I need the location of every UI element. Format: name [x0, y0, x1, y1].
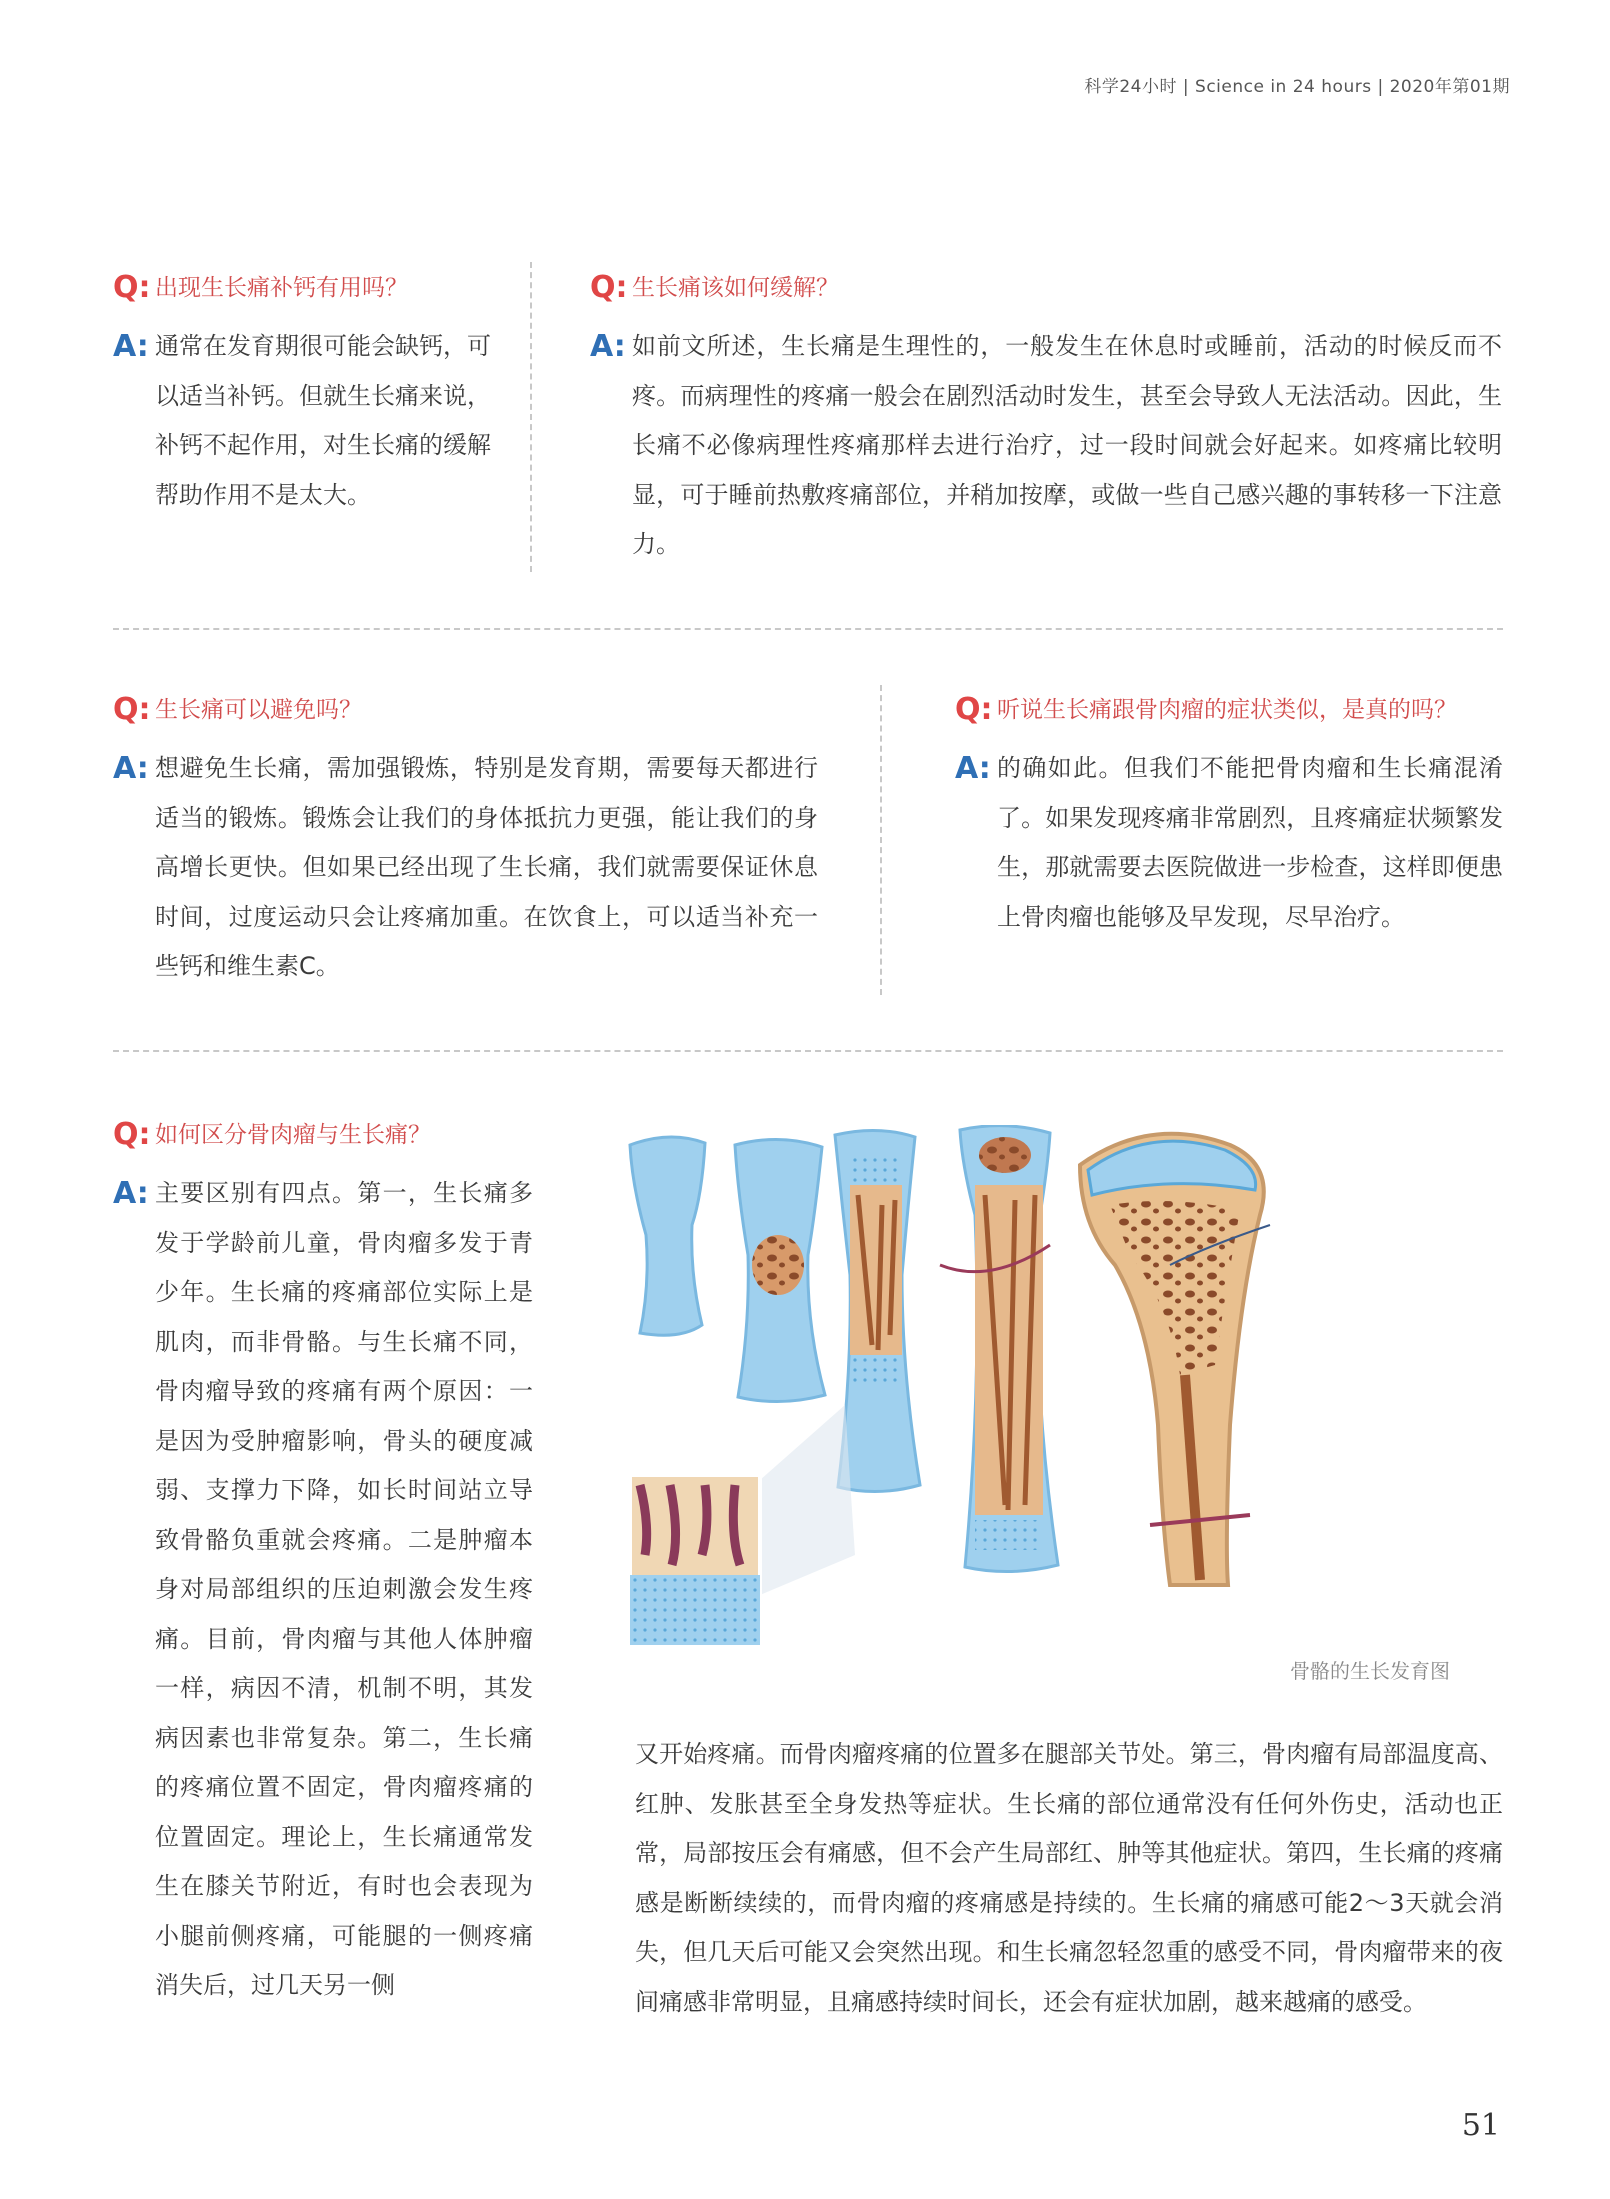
question-text: 听说生长痛跟骨肉瘤的症状类似，是真的吗？	[997, 697, 1457, 723]
qa-block-avoid	[113, 690, 818, 992]
qa-block-calcium	[113, 268, 491, 520]
section-divider	[113, 628, 1503, 630]
question-text: 出现生长痛补钙有用吗？	[155, 275, 408, 301]
question	[113, 690, 818, 730]
answer-text: 的确如此。但我们不能把骨肉瘤和生长痛混淆了。如果发现疼痛非常剧烈，且疼痛症状频繁发生，那就需要去医院做进一步检查，这样即便患上骨肉瘤也能够及早发现，尽早治疗。	[997, 754, 1503, 931]
answer	[590, 322, 1502, 570]
bone-growth-illustration	[610, 1125, 1510, 1645]
answer-text: 通常在发育期很可能会缺钙，可以适当补钙。但就生长痛来说，补钙不起作用，对生长痛的缓解帮助作用不是太大。	[155, 332, 491, 509]
question	[955, 690, 1503, 730]
qa-block-distinguish	[113, 1115, 533, 2011]
question	[590, 268, 1502, 308]
question	[113, 268, 491, 308]
question-text: 如何区分骨肉瘤与生长痛？	[155, 1122, 431, 1148]
section-divider	[113, 1050, 1503, 1052]
answer	[113, 322, 491, 520]
q-mark: Q:	[113, 270, 151, 305]
figure-caption: 骨骼的生长发育图	[1290, 1659, 1450, 1683]
column-divider	[530, 262, 532, 572]
answer-text: 如前文所述，生长痛是生理性的，一般发生在休息时或睡前，活动的时候反而不疼。而病理性的疼痛一般会在剧烈活动时发生，甚至会导致人无法活动。因此，生长痛不必像病理性疼痛那样去进行治疗，过一段时间就会好起来。如疼痛比较明显，可于睡前热敷疼痛部位，并稍加按摩，或做一些自己感兴趣的事转移一下注意力。	[632, 332, 1502, 558]
qa-block-relief	[590, 268, 1502, 570]
q-mark: Q:	[113, 692, 151, 727]
growth-plate-zoom-inset	[630, 1405, 855, 1645]
a-mark: A:	[113, 751, 149, 786]
answer	[113, 744, 818, 992]
q-mark: Q:	[113, 1117, 151, 1152]
question-text: 生长痛可以避免吗？	[155, 697, 362, 723]
answer-text: 想避免生长痛，需加强锻炼，特别是发育期，需要每天都进行适当的锻炼。锻炼会让我们的身体抵抗力更强，能让我们的身高增长更快。但如果已经出现了生长痛，我们就需要保证休息时间，过度运动只会让疼痛加重。在饮食上，可以适当补充一些钙和维生素C。	[155, 754, 818, 980]
q-mark: Q:	[590, 270, 628, 305]
stage-1-cartilage	[630, 1137, 705, 1335]
continuation-paragraph: 又开始疼痛。而骨肉瘤疼痛的位置多在腿部关节处。第三，骨肉瘤有局部温度高、红肿、发胀甚至全身发热等症状。生长痛的部位通常没有任何外伤史，活动也正常，局部按压会有痛感，但不会产生局部红、肿等其他症状。第四，生长痛的疼痛感是断断续续的，而骨肉瘤的疼痛感是持续的。生长痛的痛感可能2～3天就会消失，但几天后可能又会突然出现。和生长痛忽轻忽重的感受不同，骨肉瘤带来的夜间痛感非常明显，且痛感持续时间长，还会有症状加剧，越来越痛的感受。	[635, 1740, 1503, 2016]
column-divider	[880, 685, 882, 995]
stage-3-diaphysis	[835, 1130, 920, 1491]
answer	[955, 744, 1503, 942]
running-head: 科学24小时 | Science in 24 hours | 2020年第01期	[1084, 77, 1510, 97]
a-mark: A:	[113, 1176, 149, 1211]
q-mark: Q:	[955, 692, 993, 727]
answer	[113, 1169, 533, 2011]
answer-text: 主要区别有四点。第一，生长痛多发于学龄前儿童，骨肉瘤多发于青少年。生长痛的疼痛部位实际上是肌肉，而非骨骼。与生长痛不同，骨肉瘤导致的疼痛有两个原因：一是因为受肿瘤影响，骨头的硬度减弱、支撑力下降，如长时间站立导致骨骼负重就会疼痛。二是肿瘤本身对局部组织的压迫刺激会发生疼痛。目前，骨肉瘤与其他人体肿瘤一样，病因不清，机制不明，其发病因素也非常复杂。第二，生长痛的疼痛位置不固定，骨肉瘤疼痛的位置固定。理论上，生长痛通常发生在膝关节附近，有时也会表现为小腿前侧疼痛，可能腿的一侧疼痛消失后，过几天另一侧	[155, 1179, 533, 1999]
a-mark: A:	[955, 751, 991, 786]
stage-2-ossification-center	[735, 1139, 825, 1401]
stage-5-mature-bone	[1080, 1134, 1270, 1585]
question	[113, 1115, 533, 1155]
question-text: 生长痛该如何缓解？	[632, 275, 839, 301]
page-number: 51	[1461, 2108, 1500, 2143]
qa-block-similar	[955, 690, 1503, 942]
a-mark: A:	[113, 329, 149, 364]
a-mark: A:	[590, 329, 626, 364]
stage-4-secondary-ossification	[940, 1126, 1058, 1572]
